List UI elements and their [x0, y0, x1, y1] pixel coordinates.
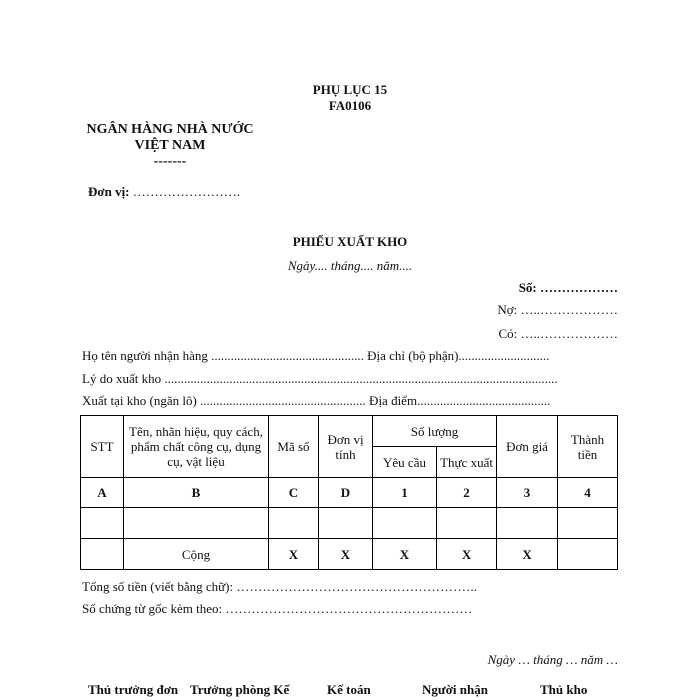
- index-cell: 3: [497, 478, 558, 508]
- header-code: Mã số: [269, 416, 319, 478]
- header-unit: Đơn vị tính: [319, 416, 373, 478]
- empty-row: [81, 508, 618, 539]
- attached-docs: Số chứng từ gốc kèm theo: …………………………………………………: [82, 601, 473, 616]
- receiver-line: Họ tên người nhận hàng ............................................... Địa chỉ (bộ phận)............................: [82, 348, 550, 363]
- total-mark: X: [269, 539, 319, 570]
- warehouse-line: Xuất tại kho (ngăn lô) ................................................... Địa điểm.........................................: [82, 393, 551, 408]
- unit-dots: …………………….: [132, 184, 241, 199]
- sign-date: Ngày … tháng … năm …: [487, 652, 618, 667]
- form-date-line: Ngày.... tháng.... năm....: [287, 258, 413, 273]
- signature-chief-accountant: Trưởng phòng Kế: [190, 682, 290, 697]
- credit-label: Có:: [498, 326, 518, 341]
- unit-label: Đơn vị:: [88, 184, 130, 199]
- index-row: [81, 478, 618, 508]
- appendix-title: PHỤ LỤC 15: [312, 82, 388, 97]
- reason-line: Lý do xuất kho .........................................................................................................................: [82, 371, 558, 386]
- header-actual: Thực xuất: [437, 447, 497, 478]
- header-stt: STT: [81, 416, 124, 478]
- debit-dots: …..………………: [520, 302, 618, 317]
- debit-line: [497, 302, 618, 318]
- number-label: Số:: [518, 280, 537, 295]
- empty-cell: [269, 508, 319, 539]
- empty-cell: [437, 508, 497, 539]
- header-requested: Yêu cầu: [373, 447, 437, 478]
- index-cell: D: [319, 478, 373, 508]
- credit-dots: …..………………: [520, 326, 618, 341]
- index-cell: A: [81, 478, 124, 508]
- signature-storekeeper: Thủ kho: [540, 682, 588, 697]
- signature-accountant: Kế toán: [327, 682, 371, 697]
- index-cell: 4: [558, 478, 618, 508]
- total-mark: X: [497, 539, 558, 570]
- header-price: Đơn giá: [497, 416, 558, 478]
- empty-cell: [319, 508, 373, 539]
- header-name: Tên, nhãn hiệu, quy cách, phẩm chất công cụ, dụng cụ, vật liệu: [124, 416, 269, 478]
- appendix-code: FA0106: [328, 98, 372, 113]
- index-cell: B: [124, 478, 269, 508]
- bank-name-line1: NGÂN HÀNG NHÀ NƯỚC: [86, 122, 254, 137]
- bank-rule: -------: [153, 154, 187, 169]
- empty-cell: [497, 508, 558, 539]
- total-empty-cell: [81, 539, 124, 570]
- empty-cell: [124, 508, 269, 539]
- empty-cell: [558, 508, 618, 539]
- total-mark: X: [437, 539, 497, 570]
- header-amount: Thành tiền: [558, 416, 618, 478]
- index-cell: 1: [373, 478, 437, 508]
- debit-label: Nợ:: [497, 302, 518, 317]
- total-label: Cộng: [124, 539, 269, 570]
- total-mark: X: [373, 539, 437, 570]
- bank-block: [60, 122, 280, 170]
- total-row: [81, 539, 618, 570]
- number-line: [519, 280, 618, 296]
- index-cell: C: [269, 478, 319, 508]
- total-mark: X: [319, 539, 373, 570]
- bank-name-line2: VIỆT NAM: [134, 138, 206, 153]
- signature-receiver: Người nhận: [422, 682, 488, 697]
- header-quantity: Số lượng: [373, 416, 497, 447]
- amount-in-words: Tổng số tiền (viết bằng chữ): ………………………………………………..: [82, 579, 477, 594]
- unit-line: [88, 184, 240, 200]
- empty-cell: [373, 508, 437, 539]
- number-dots: ………………: [540, 280, 618, 295]
- goods-table: [80, 415, 618, 570]
- empty-cell: [81, 508, 124, 539]
- index-cell: 2: [437, 478, 497, 508]
- form-title: PHIẾU XUẤT KHO: [292, 234, 408, 249]
- appendix-block: [300, 82, 400, 114]
- credit-line: [498, 326, 618, 342]
- total-empty-cell: [558, 539, 618, 570]
- signature-head: Thủ trưởng đơn: [88, 682, 179, 697]
